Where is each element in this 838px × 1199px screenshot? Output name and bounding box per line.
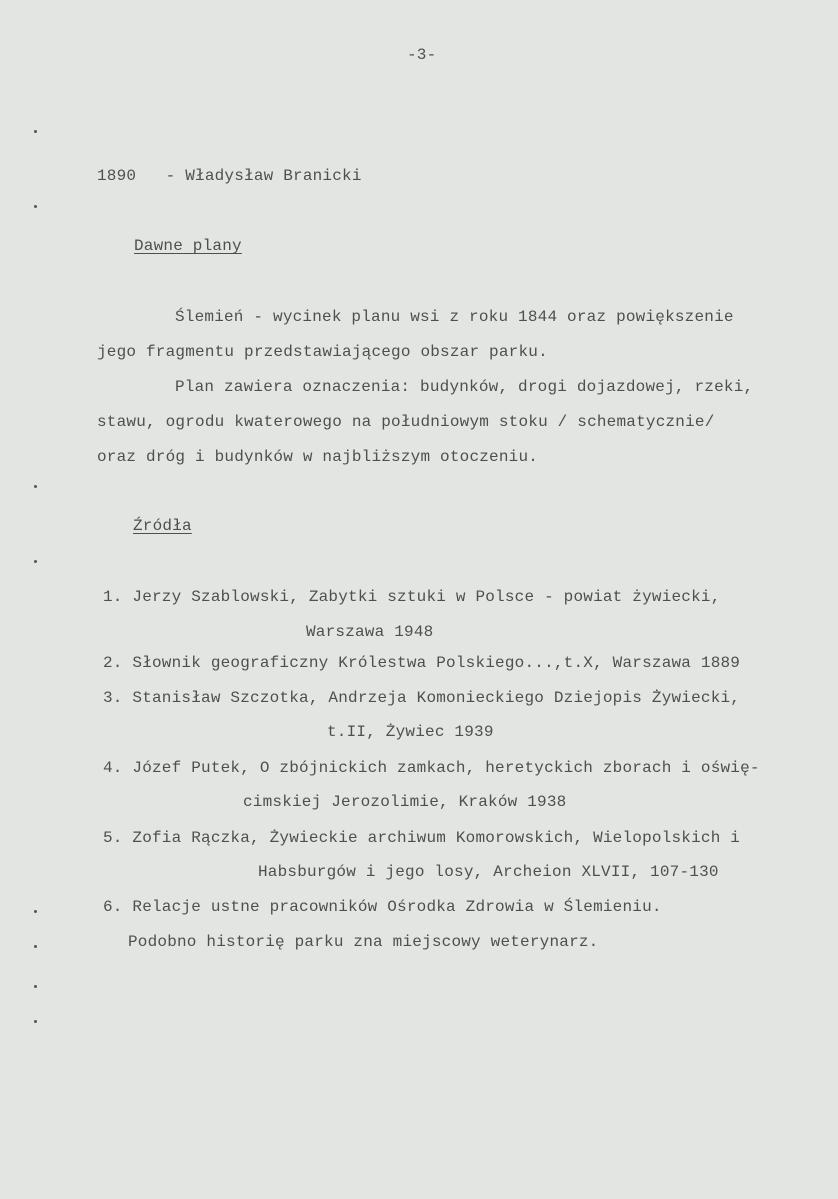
source-item-cont: t.II, Żywiec 1939 [327, 723, 494, 741]
source-item: 6. Relacje ustne pracowników Ośrodka Zdrowia w Ślemieniu. [103, 898, 662, 916]
margin-mark [34, 910, 37, 913]
heading: 1890 - Władysław Branicki [97, 167, 362, 185]
margin-mark [34, 130, 37, 133]
page-number: -3- [407, 46, 437, 64]
source-item: 1. Jerzy Szablowski, Zabytki sztuki w Polsce - powiat żywiecki, [103, 588, 721, 606]
margin-mark [34, 945, 37, 948]
paragraph-line: stawu, ogrodu kwaterowego na południowym stoku / schematycznie/ [97, 413, 715, 431]
margin-mark [34, 485, 37, 488]
section-title-old-plans: Dawne plany [134, 237, 242, 255]
paragraph-line: oraz dróg i budynków w najbliższym otoczeniu. [97, 448, 539, 466]
margin-mark [34, 205, 37, 208]
paragraph-line: Plan zawiera oznaczenia: budynków, drogi dojazdowej, rzeki, [175, 378, 754, 396]
paragraph-line: jego fragmentu przedstawiającego obszar parku. [97, 343, 548, 361]
section-title-sources: Źródła [133, 517, 192, 535]
source-item-cont: cimskiej Jerozolimie, Kraków 1938 [243, 793, 567, 811]
margin-mark [34, 1020, 37, 1023]
source-item: 5. Zofia Rączka, Żywieckie archiwum Komorowskich, Wielopolskich i [103, 829, 741, 847]
source-item: 2. Słownik geograficzny Królestwa Polskiego...,t.X, Warszawa 1889 [103, 654, 741, 672]
margin-mark [34, 560, 37, 563]
source-item-cont: Podobno historię parku zna miejscowy weterynarz. [128, 933, 599, 951]
margin-mark [34, 985, 37, 988]
source-item: 3. Stanisław Szczotka, Andrzeja Komonieckiego Dziejopis Żywiecki, [103, 689, 741, 707]
paragraph-line: Ślemień - wycinek planu wsi z roku 1844 oraz powiększenie [175, 308, 734, 326]
source-item: 4. Józef Putek, O zbójnickich zamkach, heretyckich zborach i oświę- [103, 759, 760, 777]
source-item-cont: Habsburgów i jego losy, Archeion XLVII, 107-130 [258, 863, 719, 881]
source-item-cont: Warszawa 1948 [306, 623, 434, 641]
